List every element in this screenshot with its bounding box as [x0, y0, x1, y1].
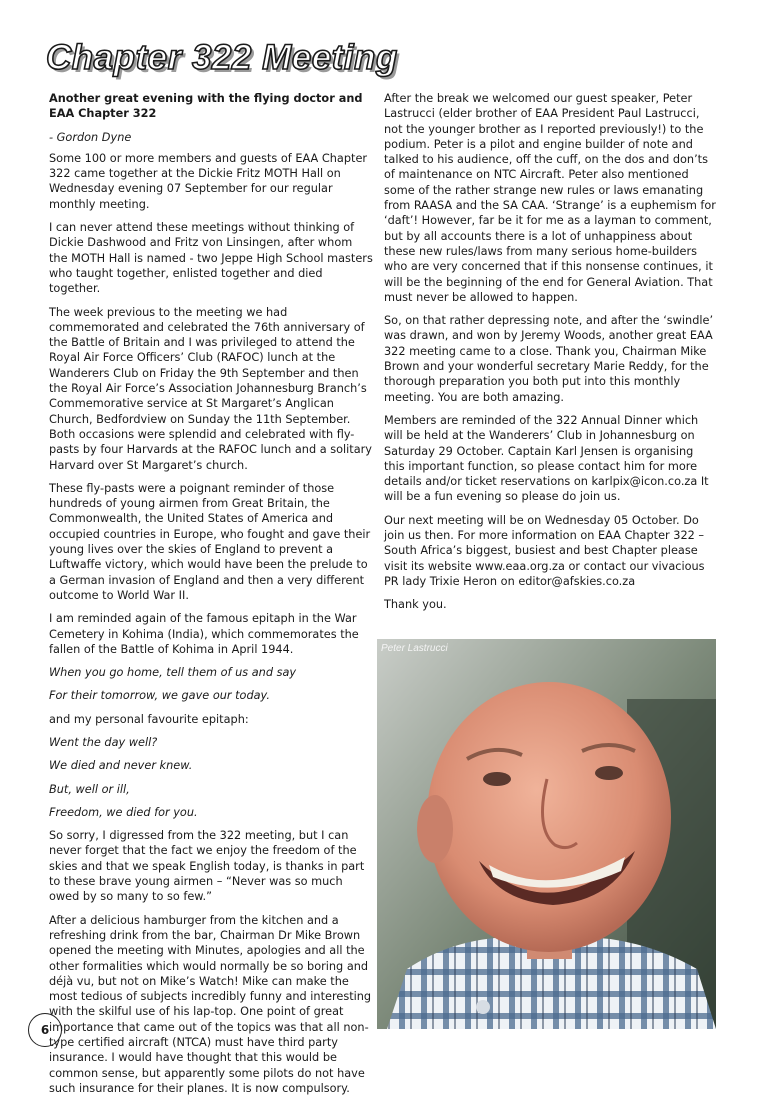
- headline-line-1: Another great evening with the flying doctor and: [49, 92, 363, 105]
- article-headline: [49, 91, 374, 122]
- paragraph: So sorry, I digressed from the 322 meeting, but I can never forget that the fact we enjoy the freedom of the skies and that we speak English today, is thanks in part to these brave young airmen – “Never was so much owed by so many to so few.”: [49, 829, 365, 904]
- paragraph: After the break we welcomed our guest speaker, Peter Lastrucci (elder brother of EAA President Paul Lastrucci, not the younger brother as I reported previously!) to the podium. Peter is a pilot and engine builder of note and talked to his audience, off the cuff, on the dos and don’ts of maintenance on NTC Aircraft. Peter also mentioned some of the rather strange new rules or laws emanating from RAASA and the SA CAA. ‘Strange’ is a euphemism for ‘daft’! However, far be it for me as a layman to comment, but by all accounts there is a lot of unhappiness about these new rules/laws from many serious home-builders who are very concerned that if this nonsense continues, it will be the beginning of the end for General Aviation. That must never be allowed to happen.: [384, 92, 716, 304]
- top-rule: [0, 0, 760, 3]
- paragraph: Members are reminded of the 322 Annual Dinner which will be held at the Wanderers’ Club in Johannesburg on Saturday 29 October. Captain Karl Jensen is organising this important function, so please contact him for more details and/or ticket reservations on karlpix@icon.co.za It will be a fun evening so please do join us.: [384, 413, 709, 504]
- epitaph-line: But, well or ill,: [49, 782, 130, 796]
- paragraph: and my personal favourite epitaph:: [49, 712, 249, 726]
- paragraph: Thank you.: [384, 598, 447, 612]
- paragraph: After a delicious hamburger from the kitchen and a refreshing drink from the bar, Chairman Dr Mike Brown opened the meeting with Minutes, apologies and all the other formalities which would normally be so boring and déjà vu, but not on Mike’s Watch! Mike can make the most tedious of subjects incredibly funny and interesting with the skilful use of his lap-top. One point of great importance that came out of the topics was that all non-type certified aircraft (NTCA) must have third party insurance. I would have thought that this would be common sense, but apparently some pilots do not have such insurance for their planes. It is now compulsory.: [49, 913, 372, 1095]
- portrait-illustration: [377, 639, 716, 1029]
- paragraph: I am reminded again of the famous epitaph in the War Cemetery in Kohima (India), which commemorates the fallen of the Battle of Kohima in April 1944.: [49, 612, 359, 656]
- epitaph-line: For their tomorrow, we gave our today.: [49, 689, 270, 703]
- paragraph: The week previous to the meeting we had commemorated and celebrated the 76th anniversary of the Battle of Britain and I was privileged to attend the Royal Air Force Officers’ Club (RAFOC) lunch at the Wanderers Club on Friday the 9th September and then the Royal Air Force’s Association Johannesburg Branch’s Commemorative service at St Margaret’s Anglican Church, Bedfordview on Sunday the 11th September. Both occasions were splendid and celebrated with fly-pasts by four Harvards at the RAFOC lunch and a solitary Harvard over St Margaret’s church.: [49, 305, 372, 472]
- left-column: [49, 91, 374, 1104]
- speaker-photo: [377, 639, 716, 1029]
- paragraph: These fly-pasts were a poignant reminder of those hundreds of young airmen from Great Britain, the Commonwealth, the United States of America and occupied countries in Europe, who fought and gave their young lives over the skies of England to prevent a Luftwaffe victory, which would have been the prelude to a German invasion of England and then a very different outcome to World War II.: [49, 481, 371, 602]
- epitaph-line: We died and never knew.: [49, 759, 193, 773]
- epitaph-line: When you go home, tell them of us and say: [49, 666, 297, 680]
- epitaph-line: Went the day well?: [49, 735, 158, 749]
- photo-caption: Peter Lastrucci: [381, 643, 448, 654]
- page-title: Chapter 322 Meeting: [46, 38, 398, 77]
- headline-line-2: EAA Chapter 322: [49, 107, 157, 121]
- paragraph: Some 100 or more members and guests of EAA Chapter 322 came together at the Dickie Fritz MOTH Hall on Wednesday evening 07 September for our regular monthly meeting.: [49, 151, 368, 211]
- epitaph-line: Freedom, we died for you.: [49, 805, 198, 819]
- right-column: [384, 91, 716, 621]
- page-number: 6: [28, 1013, 62, 1047]
- paragraph: So, on that rather depressing note, and after the ‘swindle’ was drawn, and won by Jeremy Woods, another great EAA 322 meeting came to a close. Thank you, Chairman Mike Brown and your wonderful secretary Marie Reddy, for the thorough preparation you both put into this monthly meeting. You are both amazing.: [384, 314, 714, 404]
- article-author: - Gordon Dyne: [49, 130, 132, 144]
- paragraph: I can never attend these meetings without thinking of Dickie Dashwood and Fritz von Linsingen, after whom the MOTH Hall is named - two Jeppe High School masters who taught together, enlisted together and died together.: [49, 221, 373, 296]
- paragraph: Our next meeting will be on Wednesday 05 October. Do join us then. For more information on EAA Chapter 322 – South Africa’s biggest, busiest and best Chapter please visit its website www.eaa.org.za or contact our vivacious PR lady Trixie Heron on editor@afskies.co.za: [384, 513, 705, 588]
